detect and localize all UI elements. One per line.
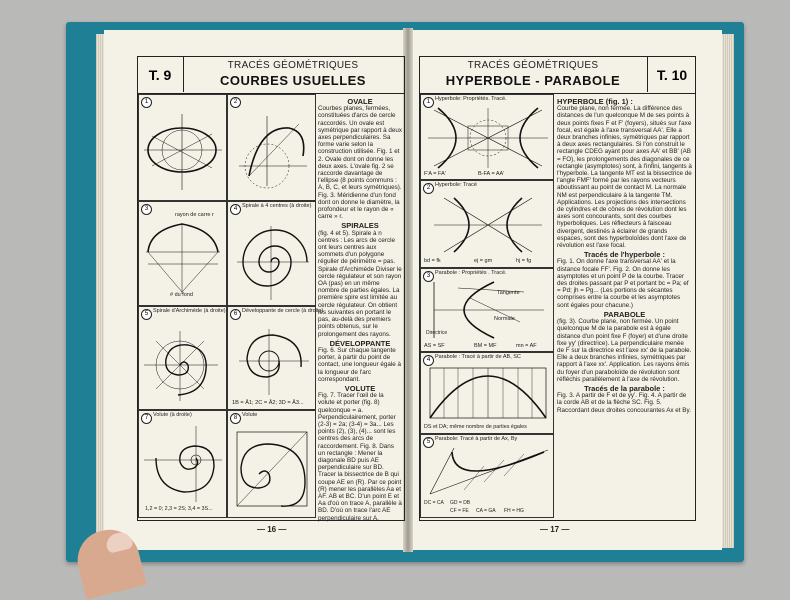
figure-number: 8 — [230, 413, 241, 424]
figure-r4-bottom-label: DS et DA; même nombre de parties égales — [424, 424, 527, 430]
figure-r3-bottom-label-1: AS = SF — [424, 343, 445, 349]
ovale-figure-2 — [229, 106, 314, 198]
section-body-hyperbole: Courbe plane, non fermée. La différence des distances de l'un quelconque M de ses points à deux points fixes F et F' (foyers), situés sur l'axe focal, est égale à l'axe transversal AA'. Elle a deux branches infinies, symétriques par rapport à deux axes rectangulaires. Si l'on construit le rectangle CDEG ayant pour axes AA' et BB' (AB = FO), les prolongements des diagonales de ce rectangle (asymptotes) sont, à l'infini, tangents à l'hyperbole. La tangente MT est la bissectrice de l'angle FMF' formé par les rayons vecteurs aboutissant au point de contact M. La normale NM est perpendiculaire à la tangente TM. Applications. Les projections des intersections de cylindres et de cônes de révolution dont les axes sont concourants, sont des courbes hyperboliques. Les réflecteurs à faisceau divergent, destinés à éclairer de grands espaces, sont des hyperboloïdes dont l'axe de révolution est l'axe focal. — [557, 105, 692, 250]
figure-number: 3 — [423, 271, 434, 282]
section-heading-spirales: SPIRALES — [341, 221, 379, 231]
left-page-number: — 16 — — [257, 525, 287, 534]
right-page-title: HYPERBOLE - PARABOLE — [445, 73, 621, 88]
figure-r5-bottom-label-4: CA = GA — [476, 508, 496, 514]
section-body-parabole: (fig. 3). Courbe plane, non fermée. Un point quelconque M de la parabole est à égale distance d'un point fixe F (foyer) et d'une droite fixe yy' (directrice). La perpendiculaire menée de F sur la directrice est l'axe xx' de la parabole. Elle a deux branches infinies, symétriques par rapport à l'axe xx'. Application. Les rayons émis du foyer d'un paraboloïde de révolution sont réfléchis parallèlement à l'axe de révolution. — [557, 318, 692, 383]
figure-3-caption: rayon de carre r — [175, 212, 214, 218]
section-heading-ovale: OVALE — [347, 97, 373, 106]
spirale-archimede-figure — [140, 325, 225, 407]
ovale-figure-1 — [140, 106, 225, 198]
figure-r2-bottom-label-3: hj = fg — [516, 258, 532, 264]
figure-label: Parabole : Tracé à partir de AB, SC — [435, 354, 521, 360]
figure-r1-bottom-label-2: B-FA = AA' — [478, 171, 505, 177]
figure-label: Spirale à 4 centres (à droite) — [242, 203, 312, 209]
figure-r3-bottom-label-3: mn = AF — [516, 343, 537, 349]
right-tab-label: T. 10 — [647, 57, 696, 92]
section-heading-volute: VOLUTE — [344, 383, 376, 393]
figure-label: Développante de cercle (à droite) — [242, 308, 324, 314]
figure-r2-bottom-label-1: bd = fk — [424, 258, 441, 264]
left-series-title: TRACÉS GÉOMÉTRIQUES — [227, 60, 359, 71]
right-page-edges — [722, 34, 734, 548]
figure-label: Hyperbole: Tracé — [435, 182, 477, 188]
right-page-number: — 17 — — [540, 525, 570, 534]
figure-number: 1 — [423, 97, 434, 108]
hyperbole-figure-2 — [424, 194, 552, 256]
section-body-ovale: Courbes planes, fermées, constituées d'arcs de cercle raccordés. Un ovale est symétrique par rapport à deux axes perpendiculaires. Sa forme varie selon la construction utilisée. Fig. 1 et 2. Ovale dont on donne les deux axes. L'ovale fig. 2 se raccorde davantage de l'ellipse (8 points communs : A, B, C, et leurs symétriques). Fig. 3. Méridienne d'un fond dont on donne le diamètre, la profondeur et le rayon de « carre » r. — [318, 105, 403, 221]
figure-r5-bottom-label-5: FH = HG — [504, 508, 524, 514]
figure-label: Parabole: Tracé à partir de Ax, By — [435, 436, 518, 442]
volute-figure-7 — [140, 424, 225, 504]
section-body-volute: Fig. 7. Tracer l'œil de la volute et porter (fig. 8) quelconque = a. Perpendiculairement, porter (2-3) = 2a; (3-4) = 3a... Les points (2), (3), (4)... sont les centres des arcs de raccordement. Fig. 8. Dans un rectangle : Mener la diagonale BD puis AE perpendiculaire sur BD. Tracer la bissectrice de B qui coupe AE en (R). Par ce point (R) mener les parallèles Aa et AF. AB et BC. D'un point E et Aa d'où on trace A, parallèle à BD. D'où on trace l'arc AE perpendiculaire sur A. — [318, 392, 402, 522]
section-heading-hyperbole: HYPERBOLE (fig. 1) : — [557, 97, 633, 106]
section-body-traces-parabole: Fig. 3. A partir de F et de yy'. Fig. 4. A partir de la corde AB et de la flèche SC. Fig. 5. Raccordant deux droites concourantes Ax et By. — [557, 392, 691, 414]
figure-label: Spirale d'Archimède (à droite) — [153, 308, 226, 314]
figure-number: 2 — [230, 97, 241, 108]
section-heading-parabole: PARABOLE — [603, 309, 646, 319]
figure-r5-bottom-label-1: DC = CA — [424, 500, 444, 506]
figure-number: 2 — [423, 183, 434, 194]
figure-r5-bottom-label-2: GD = DB — [450, 500, 471, 506]
figure-number: 5 — [423, 437, 434, 448]
developpante-figure — [229, 325, 314, 399]
section-body-spirales: (fig. 4 et 5). Spirale à n centres : Les arcs de cercle ont leurs centres aux sommets d'un polygone régulier de périmètre = pas. Spirale d'Archimède Diviser le cercle régulateur et son rayon OA (pas) en un même nombre de parties égales. La première spire est limitée au cercle régulateur. On obtient les suivantes en portant le pas, au-delà des premiers points obtenus, sur le prolongement des rayons. — [318, 229, 402, 338]
figure-r3-tangente-label: Tangente — [497, 290, 520, 296]
left-page-title: COURBES USUELLES — [220, 73, 366, 88]
left-tab-label: T. 9 — [137, 57, 184, 92]
volute-figure-8 — [229, 424, 314, 514]
figure-r1-bottom-label-1: F'A = FA' — [424, 171, 446, 177]
left-text-column — [318, 96, 403, 522]
section-heading-traces-hyperbole: Tracés de l'hyperbole : — [584, 250, 665, 260]
figure-number: 1 — [141, 97, 152, 108]
parabole-figure-4 — [424, 364, 552, 422]
figure-r3-bottom-label-2: BM = MF — [474, 343, 497, 349]
figure-number: 4 — [230, 204, 241, 215]
section-heading-developpante: DÉVELOPPANTE — [329, 338, 391, 348]
figure-number: 5 — [141, 309, 152, 320]
figure-3-bottom-label: # du fond — [170, 292, 193, 298]
figure-r5-bottom-label-3: CF = FE — [450, 508, 469, 514]
figure-label: Volute — [242, 412, 258, 418]
figure-number: 6 — [230, 309, 241, 320]
spirale-4-centres-figure — [229, 222, 314, 304]
figure-6-bottom-label: 1B = Â1; 2C = Â2; 3D = Â3... — [232, 400, 304, 406]
section-body-developpante: Fig. 6. Sur chaque tangente porter, à partir du point de contact, une longueur égale à la longueur de l'arc correspondant. — [318, 346, 401, 383]
figure-r3-directrice-label: Directrice — [426, 330, 448, 336]
right-text-column — [557, 96, 692, 516]
right-series-title: TRACÉS GÉOMÉTRIQUES — [467, 60, 599, 71]
figure-r3-normale-label: Normale — [494, 316, 515, 322]
figure-r2-bottom-label-2: ej = gm — [474, 258, 493, 264]
parabole-figure-5 — [424, 446, 552, 498]
figure-7-bottom-label: 1,2 = 0; 2,3 = 2S; 3,4 = 3S... — [145, 506, 213, 512]
section-body-traces-hyperbole: Fig. 1. On donne l'axe transversal AA' et la distance focale FF'. Fig. 2. On donne les asymptotes et un point P de la courbe. Tracer des droites passant par P et portant bc = Pa; ef = Pd; jh = Pg... (Les portions de sécantes comprises entre la courbe et les asymptotes sont égales pour chacune.) — [557, 258, 689, 309]
meridienne-figure-3 — [140, 212, 225, 304]
figure-number: 4 — [423, 355, 434, 366]
hyperbole-figure-1 — [424, 106, 552, 170]
figure-label: Hyperbole: Propriétés. Tracé. — [435, 96, 507, 102]
figure-number: 3 — [141, 204, 152, 215]
section-heading-traces-parabole: Tracés de la parabole : — [584, 383, 665, 393]
figure-label: Parabole : Propriétés . Tracé. — [435, 270, 507, 276]
figure-number: 7 — [141, 413, 152, 424]
figure-label: Volute (à droite) — [153, 412, 192, 418]
